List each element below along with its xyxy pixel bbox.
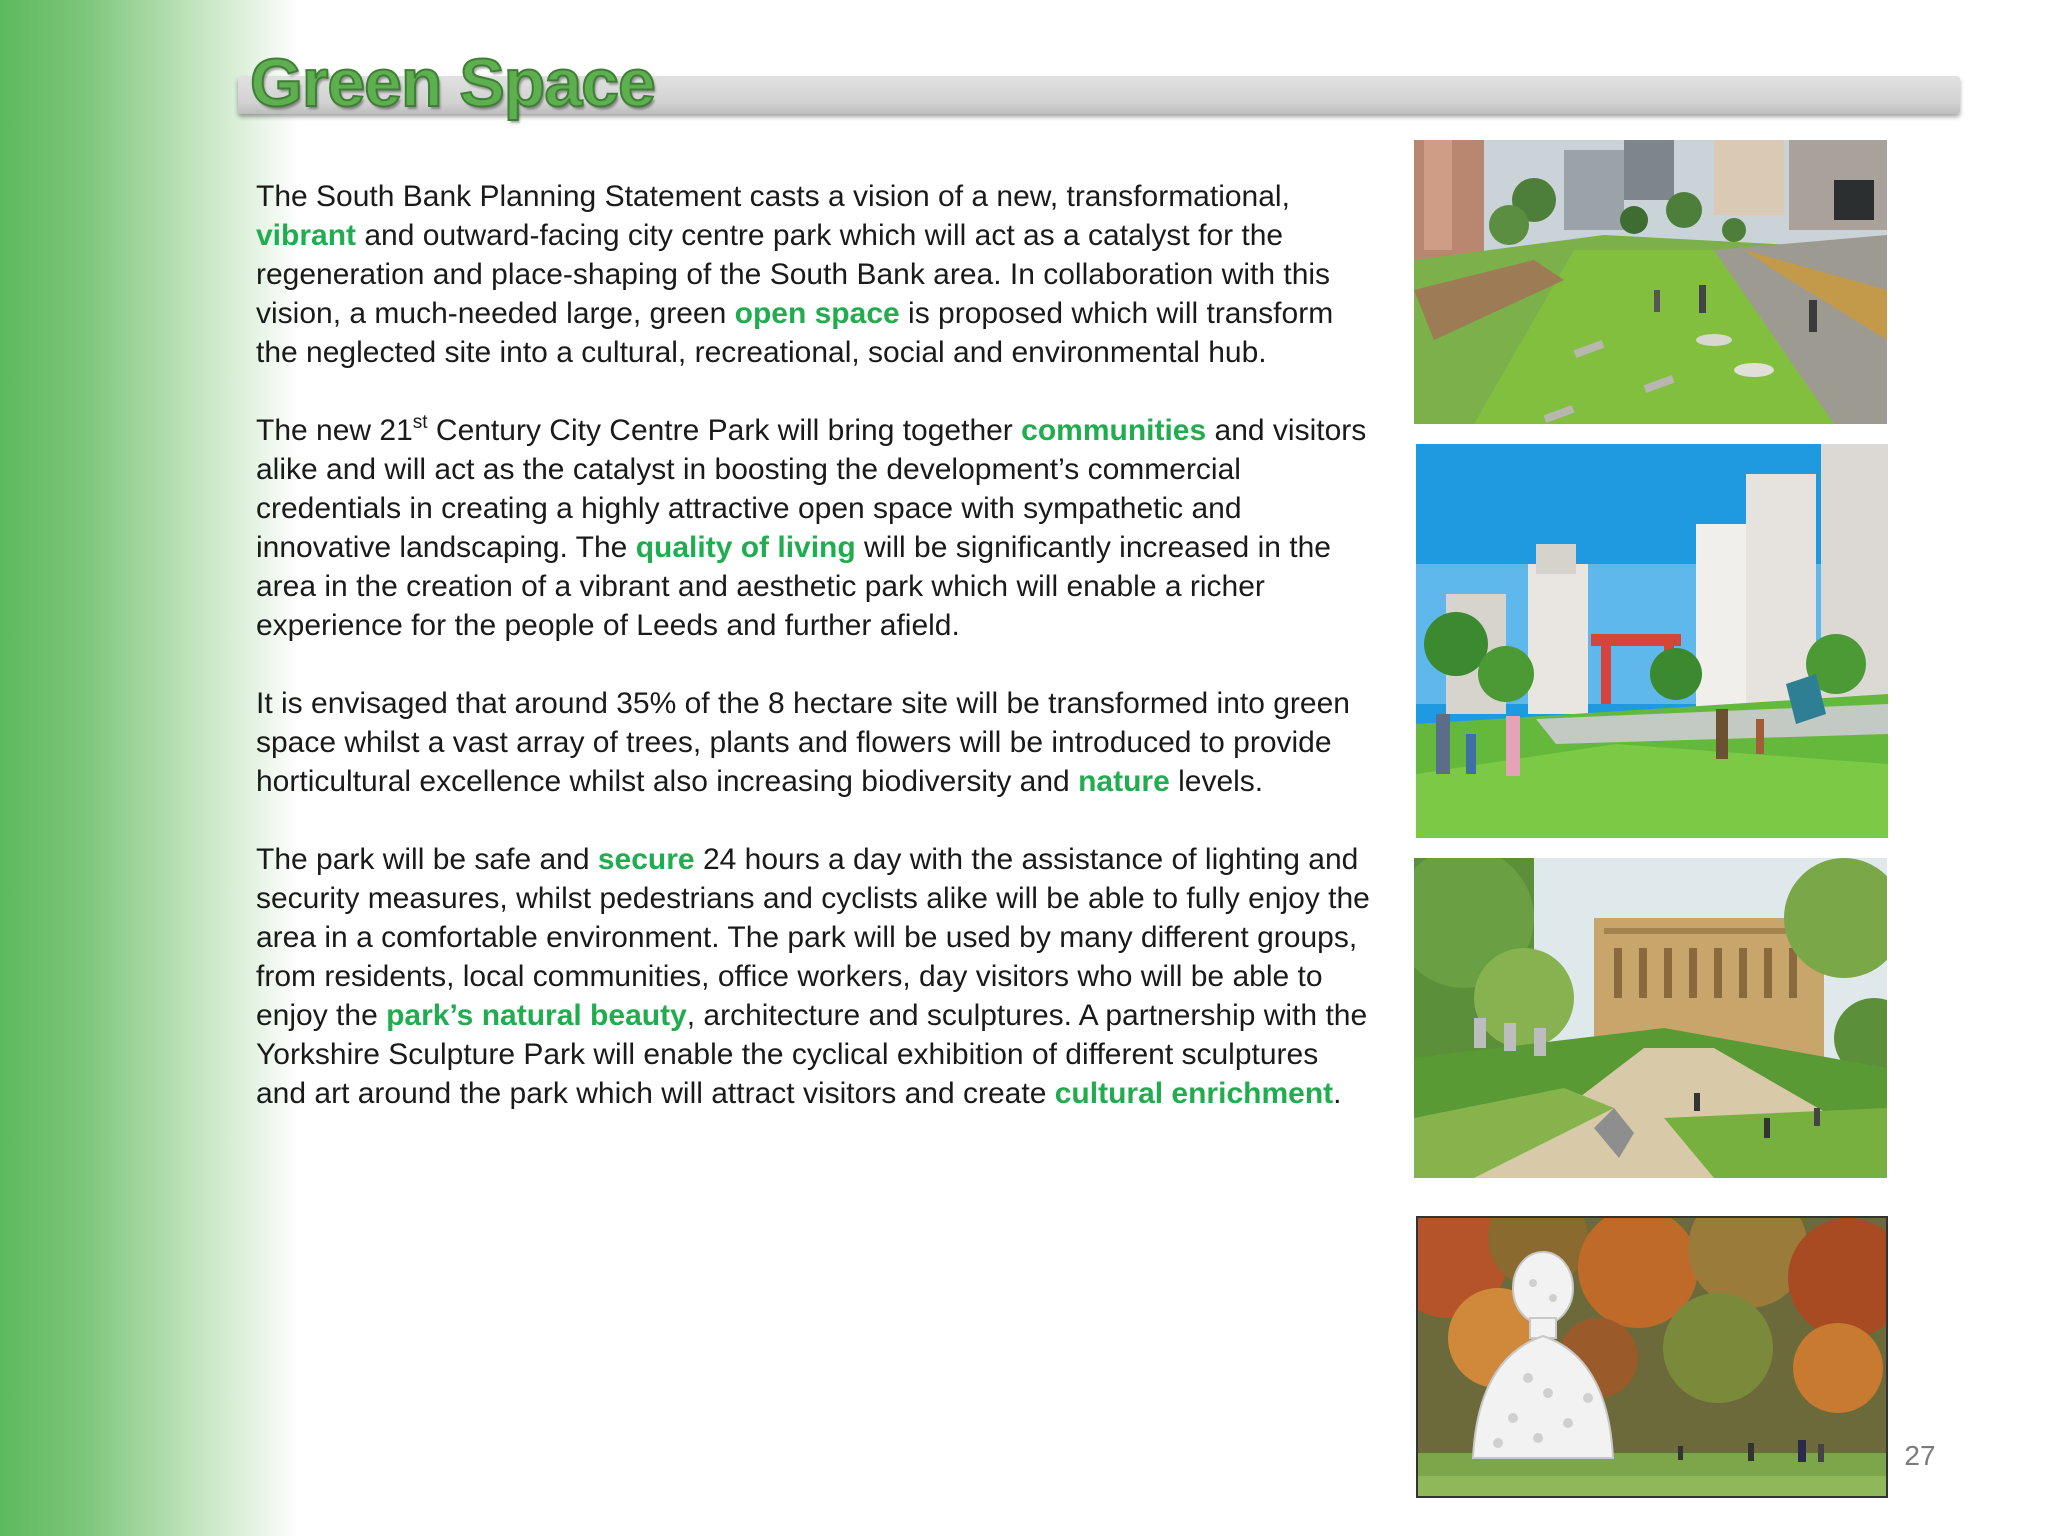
paragraph-text: will be significantly increased in the area in the creation of a vibrant and aesthetic park which will enable a richer experience for the people of Leeds and further afield. [256, 531, 1331, 642]
highlighted-keyword: communities [1021, 414, 1207, 447]
highlighted-keyword: park’s natural beauty [386, 999, 687, 1032]
paragraph-text: . [1333, 1077, 1342, 1110]
highlighted-keyword: quality of living [635, 531, 856, 564]
city-centre-park-photo [1416, 444, 1888, 838]
paragraph-text: , architecture and sculptures. A partnership with the Yorkshire Sculpture Park will enable the cyclical exhibition of different sculptures and art around the park which will attract visitors and create [256, 999, 1368, 1110]
highlighted-keyword: secure [597, 843, 695, 876]
paragraph [256, 684, 1376, 801]
sidebar-gradient [0, 0, 300, 1536]
paragraph-text: is proposed which will transform the neglected site into a cultural, recreational, social and environmental hub. [256, 297, 1334, 369]
superscript-text: st [412, 412, 428, 433]
paragraph-text: 24 hours a day with the assistance of lighting and security measures, whilst pedestrians and cyclists alike will be able to fully enjoy the area in a comfortable environment. The park will be used by many different groups, from residents, local communities, office workers, day visitors who will be able to enjoy the [256, 843, 1370, 1032]
highlighted-keyword: nature [1078, 765, 1170, 798]
paragraph-text: levels. [1169, 765, 1264, 798]
paragraph-text: and visitors alike and will act as the catalyst in boosting the development’s commercial credentials in creating a highly attractive open space with sympathetic and innovative landscaping. The [256, 414, 1367, 564]
paragraph [256, 411, 1376, 645]
paragraph-text: Century City Centre Park will bring together [427, 414, 1022, 447]
paragraph [256, 177, 1376, 372]
highlighted-keyword: open space [734, 297, 900, 330]
paragraph-text: The South Bank Planning Statement casts a vision of a new, transformational, [256, 180, 1290, 213]
sculpture-park-photo [1416, 1216, 1888, 1498]
highlighted-keyword: cultural enrichment [1054, 1077, 1334, 1110]
highlighted-keyword: vibrant [256, 219, 357, 252]
paragraph [256, 840, 1376, 1113]
page-title: Green Space [250, 45, 655, 121]
paragraph-text: It is envisaged that around 35% of the 8 hectare site will be transformed into green space whilst a vast array of trees, plants and flowers will be introduced to provide horticultural excellence whilst also increasing biodiversity and [256, 687, 1350, 798]
body-text [256, 177, 1376, 1152]
linear-park-photo [1414, 140, 1887, 424]
paragraph-text: and outward-facing city centre park which will act as a catalyst for the regeneration and place-shaping of the South Bank area. In collaboration with this vision, a much-needed large, green [256, 219, 1331, 330]
paragraph-text: The new 21 [256, 414, 413, 447]
page-number: 27 [1904, 1440, 1936, 1471]
landscaped-park-photo [1414, 858, 1887, 1178]
paragraph-text: The park will be safe and [256, 843, 598, 876]
